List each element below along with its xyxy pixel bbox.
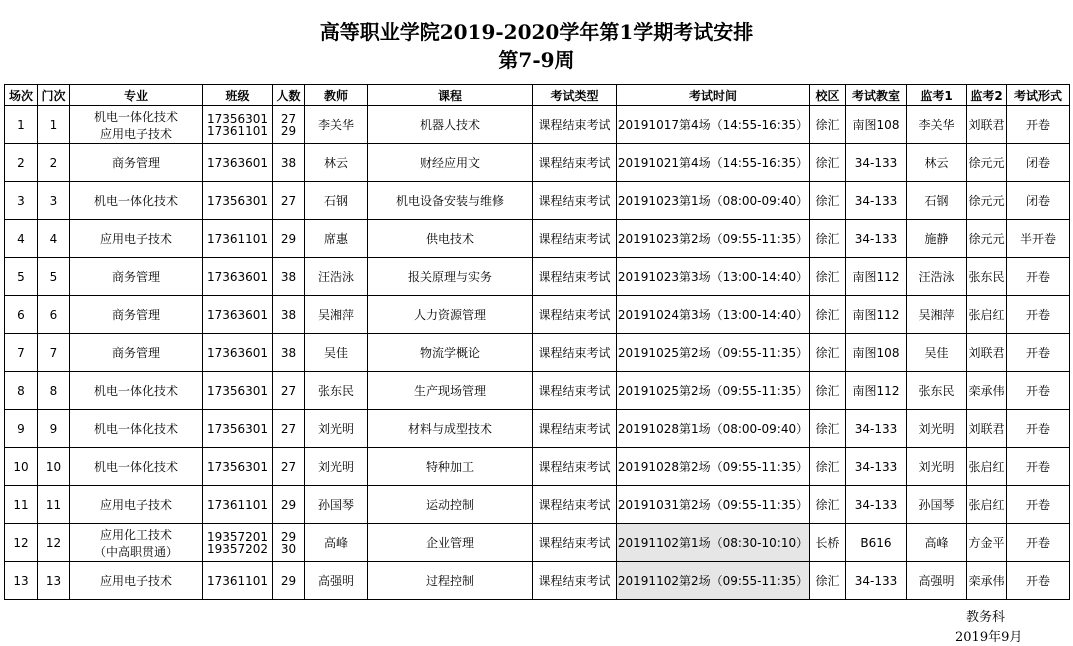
cell-teacher: 刘光明 xyxy=(305,448,368,486)
cell-size: 38 xyxy=(273,144,305,182)
cell-room: 南图112 xyxy=(846,296,907,334)
cell-campus: 徐汇 xyxy=(810,182,846,220)
cell-session: 12 xyxy=(5,524,38,562)
cell-class: 17356301 xyxy=(203,182,273,220)
cell-room: 34-133 xyxy=(846,144,907,182)
cell-major: 应用电子技术 xyxy=(70,562,203,600)
cell-type: 课程结束考试 xyxy=(533,258,617,296)
cell-session: 6 xyxy=(5,296,38,334)
cell-campus: 徐汇 xyxy=(810,296,846,334)
cell-time: 20191028第2场（09:55-11:35） xyxy=(617,448,810,486)
cell-class: 17363601 xyxy=(203,296,273,334)
cell-campus: 徐汇 xyxy=(810,372,846,410)
header-proctor2: 监考2 xyxy=(967,85,1007,106)
cell-size: 27 29 xyxy=(273,106,305,144)
cell-campus: 徐汇 xyxy=(810,258,846,296)
cell-form: 开卷 xyxy=(1007,486,1070,524)
cell-form: 闭卷 xyxy=(1007,182,1070,220)
cell-proctor2: 张启红 xyxy=(967,486,1007,524)
cell-time: 20191102第2场（09:55-11:35） xyxy=(617,562,810,600)
cell-size: 27 xyxy=(273,410,305,448)
cell-campus: 徐汇 xyxy=(810,144,846,182)
cell-form: 开卷 xyxy=(1007,372,1070,410)
cell-room: B616 xyxy=(846,524,907,562)
cell-proctor1: 刘光明 xyxy=(907,410,967,448)
cell-major: 机电一体化技术 xyxy=(70,410,203,448)
cell-session: 11 xyxy=(5,486,38,524)
cell-proctor1: 高强明 xyxy=(907,562,967,600)
header-session: 场次 xyxy=(5,85,38,106)
cell-type: 课程结束考试 xyxy=(533,220,617,258)
cell-time: 20191031第2场（09:55-11:35） xyxy=(617,486,810,524)
cell-class: 17356301 17361101 xyxy=(203,106,273,144)
cell-time: 20191025第2场（09:55-11:35） xyxy=(617,334,810,372)
cell-proctor1: 刘光明 xyxy=(907,448,967,486)
header-major: 专业 xyxy=(70,85,203,106)
table-row xyxy=(5,182,1070,220)
footer-date: 2019年9月 xyxy=(955,630,1023,645)
cell-major: 机电一体化技术 应用电子技术 xyxy=(70,106,203,144)
cell-major: 机电一体化技术 xyxy=(70,448,203,486)
cell-exam-no: 11 xyxy=(38,486,70,524)
cell-course: 物流学概论 xyxy=(368,334,533,372)
cell-teacher: 吴湘萍 xyxy=(305,296,368,334)
cell-teacher: 张东民 xyxy=(305,372,368,410)
cell-size: 27 xyxy=(273,372,305,410)
cell-course: 人力资源管理 xyxy=(368,296,533,334)
cell-session: 1 xyxy=(5,106,38,144)
cell-class: 17361101 xyxy=(203,562,273,600)
cell-exam-no: 12 xyxy=(38,524,70,562)
cell-proctor1: 孙国琴 xyxy=(907,486,967,524)
cell-time: 20191017第4场（14:55-16:35） xyxy=(617,106,810,144)
table-row xyxy=(5,524,1070,562)
header-form: 考试形式 xyxy=(1007,85,1070,106)
cell-teacher: 石钢 xyxy=(305,182,368,220)
cell-proctor2: 栾承伟 xyxy=(967,562,1007,600)
cell-proctor1: 石钢 xyxy=(907,182,967,220)
cell-room: 南图112 xyxy=(846,372,907,410)
cell-exam-no: 13 xyxy=(38,562,70,600)
cell-time: 20191028第1场（08:00-09:40） xyxy=(617,410,810,448)
cell-proctor2: 徐元元 xyxy=(967,220,1007,258)
cell-exam-no: 7 xyxy=(38,334,70,372)
cell-type: 课程结束考试 xyxy=(533,524,617,562)
cell-proctor2: 徐元元 xyxy=(967,182,1007,220)
cell-proctor2: 张东民 xyxy=(967,258,1007,296)
cell-size: 38 xyxy=(273,334,305,372)
cell-class: 17356301 xyxy=(203,448,273,486)
cell-teacher: 高峰 xyxy=(305,524,368,562)
cell-form: 开卷 xyxy=(1007,258,1070,296)
cell-teacher: 汪浩泳 xyxy=(305,258,368,296)
cell-session: 7 xyxy=(5,334,38,372)
cell-class: 17363601 xyxy=(203,334,273,372)
cell-type: 课程结束考试 xyxy=(533,106,617,144)
cell-proctor1: 汪浩泳 xyxy=(907,258,967,296)
cell-room: 南图108 xyxy=(846,334,907,372)
cell-major: 机电一体化技术 xyxy=(70,182,203,220)
cell-session: 4 xyxy=(5,220,38,258)
cell-major: 应用电子技术 xyxy=(70,220,203,258)
cell-course: 特种加工 xyxy=(368,448,533,486)
header-class: 班级 xyxy=(203,85,273,106)
cell-type: 课程结束考试 xyxy=(533,334,617,372)
cell-time: 20191023第3场（13:00-14:40） xyxy=(617,258,810,296)
cell-course: 机器人技术 xyxy=(368,106,533,144)
cell-teacher: 吴佳 xyxy=(305,334,368,372)
cell-major: 商务管理 xyxy=(70,258,203,296)
cell-campus: 长桥 xyxy=(810,524,846,562)
cell-type: 课程结束考试 xyxy=(533,144,617,182)
cell-size: 29 xyxy=(273,220,305,258)
cell-exam-no: 4 xyxy=(38,220,70,258)
cell-campus: 徐汇 xyxy=(810,220,846,258)
cell-major: 机电一体化技术 xyxy=(70,372,203,410)
cell-room: 34-133 xyxy=(846,562,907,600)
table-row xyxy=(5,106,1070,144)
cell-campus: 徐汇 xyxy=(810,334,846,372)
cell-type: 课程结束考试 xyxy=(533,296,617,334)
cell-campus: 徐汇 xyxy=(810,562,846,600)
cell-proctor2: 徐元元 xyxy=(967,144,1007,182)
cell-proctor1: 吴湘萍 xyxy=(907,296,967,334)
header-room: 考试教室 xyxy=(846,85,907,106)
cell-class: 17361101 xyxy=(203,486,273,524)
cell-session: 10 xyxy=(5,448,38,486)
cell-proctor1: 吴佳 xyxy=(907,334,967,372)
cell-major: 商务管理 xyxy=(70,296,203,334)
cell-course: 报关原理与实务 xyxy=(368,258,533,296)
cell-course: 财经应用文 xyxy=(368,144,533,182)
cell-exam-no: 10 xyxy=(38,448,70,486)
table-row xyxy=(5,448,1070,486)
cell-session: 3 xyxy=(5,182,38,220)
cell-proctor2: 张启红 xyxy=(967,448,1007,486)
cell-type: 课程结束考试 xyxy=(533,182,617,220)
cell-course: 运动控制 xyxy=(368,486,533,524)
schedule-body xyxy=(5,106,1070,600)
cell-session: 13 xyxy=(5,562,38,600)
cell-size: 38 xyxy=(273,258,305,296)
cell-campus: 徐汇 xyxy=(810,486,846,524)
cell-form: 开卷 xyxy=(1007,524,1070,562)
header-course: 课程 xyxy=(368,85,533,106)
cell-time: 20191024第3场（13:00-14:40） xyxy=(617,296,810,334)
cell-teacher: 刘光明 xyxy=(305,410,368,448)
footer-department: 教务科 xyxy=(966,610,1006,625)
cell-time: 20191025第2场（09:55-11:35） xyxy=(617,372,810,410)
cell-exam-no: 1 xyxy=(38,106,70,144)
cell-form: 闭卷 xyxy=(1007,144,1070,182)
cell-class: 17363601 xyxy=(203,258,273,296)
cell-size: 38 xyxy=(273,296,305,334)
header-proctor1: 监考1 xyxy=(907,85,967,106)
cell-proctor2: 刘联君 xyxy=(967,106,1007,144)
cell-class: 17361101 xyxy=(203,220,273,258)
cell-room: 34-133 xyxy=(846,182,907,220)
table-row xyxy=(5,220,1070,258)
table-row xyxy=(5,296,1070,334)
cell-course: 供电技术 xyxy=(368,220,533,258)
cell-size: 29 xyxy=(273,486,305,524)
cell-teacher: 李关华 xyxy=(305,106,368,144)
cell-size: 29 30 xyxy=(273,524,305,562)
cell-exam-no: 3 xyxy=(38,182,70,220)
cell-exam-no: 5 xyxy=(38,258,70,296)
cell-course: 生产现场管理 xyxy=(368,372,533,410)
table-row xyxy=(5,486,1070,524)
cell-time: 20191023第1场（08:00-09:40） xyxy=(617,182,810,220)
cell-proctor1: 高峰 xyxy=(907,524,967,562)
cell-proctor1: 李关华 xyxy=(907,106,967,144)
header-time: 考试时间 xyxy=(617,85,810,106)
table-row xyxy=(5,410,1070,448)
cell-room: 南图112 xyxy=(846,258,907,296)
cell-course: 材料与成型技术 xyxy=(368,410,533,448)
cell-campus: 徐汇 xyxy=(810,410,846,448)
cell-form: 开卷 xyxy=(1007,296,1070,334)
cell-room: 34-133 xyxy=(846,486,907,524)
header-exam-no: 门次 xyxy=(38,85,70,106)
cell-campus: 徐汇 xyxy=(810,106,846,144)
cell-type: 课程结束考试 xyxy=(533,410,617,448)
page-subtitle: 第7-9周 xyxy=(498,48,575,72)
header-teacher: 教师 xyxy=(305,85,368,106)
header-type: 考试类型 xyxy=(533,85,617,106)
cell-form: 半开卷 xyxy=(1007,220,1070,258)
cell-proctor2: 栾承伟 xyxy=(967,372,1007,410)
cell-campus: 徐汇 xyxy=(810,448,846,486)
cell-proctor2: 刘联君 xyxy=(967,410,1007,448)
cell-class: 17363601 xyxy=(203,144,273,182)
cell-room: 34-133 xyxy=(846,448,907,486)
cell-teacher: 高强明 xyxy=(305,562,368,600)
exam-schedule-table xyxy=(4,84,1070,600)
cell-session: 8 xyxy=(5,372,38,410)
cell-size: 27 xyxy=(273,182,305,220)
cell-exam-no: 2 xyxy=(38,144,70,182)
table-row xyxy=(5,258,1070,296)
cell-teacher: 孙国琴 xyxy=(305,486,368,524)
cell-proctor2: 刘联君 xyxy=(967,334,1007,372)
cell-room: 34-133 xyxy=(846,220,907,258)
cell-teacher: 林云 xyxy=(305,144,368,182)
header-campus: 校区 xyxy=(810,85,846,106)
table-row xyxy=(5,562,1070,600)
cell-proctor2: 张启红 xyxy=(967,296,1007,334)
cell-exam-no: 8 xyxy=(38,372,70,410)
cell-type: 课程结束考试 xyxy=(533,372,617,410)
cell-session: 2 xyxy=(5,144,38,182)
cell-exam-no: 6 xyxy=(38,296,70,334)
table-row xyxy=(5,372,1070,410)
cell-size: 27 xyxy=(273,448,305,486)
cell-major: 商务管理 xyxy=(70,144,203,182)
cell-form: 开卷 xyxy=(1007,334,1070,372)
cell-proctor2: 方金平 xyxy=(967,524,1007,562)
header-size: 人数 xyxy=(273,85,305,106)
table-row xyxy=(5,144,1070,182)
cell-room: 南图108 xyxy=(846,106,907,144)
cell-proctor1: 施静 xyxy=(907,220,967,258)
cell-major: 应用化工技术 （中高职贯通） xyxy=(70,524,203,562)
cell-class: 17356301 xyxy=(203,372,273,410)
cell-room: 34-133 xyxy=(846,410,907,448)
cell-size: 29 xyxy=(273,562,305,600)
cell-type: 课程结束考试 xyxy=(533,448,617,486)
cell-teacher: 席惠 xyxy=(305,220,368,258)
cell-form: 开卷 xyxy=(1007,562,1070,600)
cell-major: 应用电子技术 xyxy=(70,486,203,524)
cell-course: 过程控制 xyxy=(368,562,533,600)
cell-type: 课程结束考试 xyxy=(533,562,617,600)
header-row xyxy=(5,85,1070,106)
cell-course: 企业管理 xyxy=(368,524,533,562)
table-row xyxy=(5,334,1070,372)
cell-time: 20191102第1场（08:30-10:10） xyxy=(617,524,810,562)
cell-form: 开卷 xyxy=(1007,410,1070,448)
cell-course: 机电设备安装与维修 xyxy=(368,182,533,220)
cell-proctor1: 张东民 xyxy=(907,372,967,410)
cell-time: 20191023第2场（09:55-11:35） xyxy=(617,220,810,258)
cell-session: 5 xyxy=(5,258,38,296)
page-title: 高等职业学院2019-2020学年第1学期考试安排 xyxy=(319,20,754,44)
cell-time: 20191021第4场（14:55-16:35） xyxy=(617,144,810,182)
cell-exam-no: 9 xyxy=(38,410,70,448)
cell-proctor1: 林云 xyxy=(907,144,967,182)
cell-form: 开卷 xyxy=(1007,106,1070,144)
cell-class: 19357201 19357202 xyxy=(203,524,273,562)
cell-class: 17356301 xyxy=(203,410,273,448)
cell-major: 商务管理 xyxy=(70,334,203,372)
cell-session: 9 xyxy=(5,410,38,448)
cell-type: 课程结束考试 xyxy=(533,486,617,524)
cell-form: 开卷 xyxy=(1007,448,1070,486)
